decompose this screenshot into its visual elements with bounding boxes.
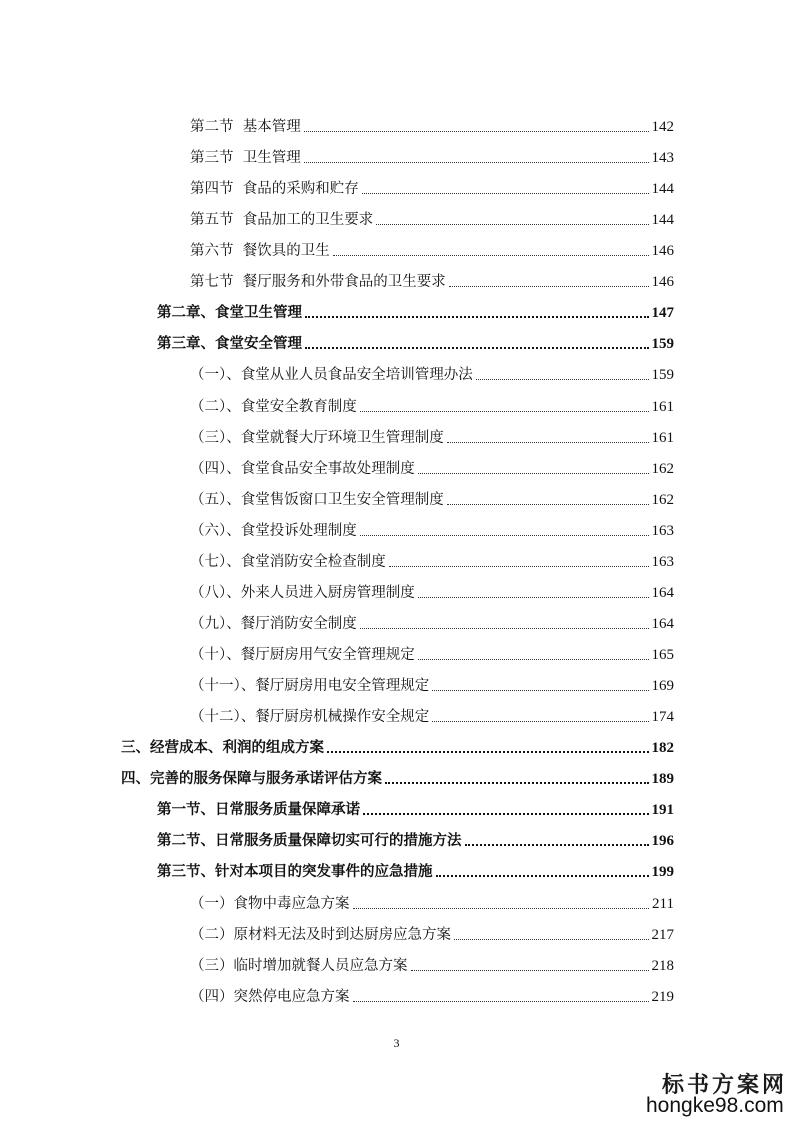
dot-leader xyxy=(362,193,649,194)
toc-entry-page: 143 xyxy=(651,150,674,167)
watermark-url: hongke98.com xyxy=(646,1094,784,1117)
toc-entry-page: 159 xyxy=(651,336,674,353)
toc-entry-label: 第一节、日常服务质量保障承诺 xyxy=(157,801,360,819)
toc-entry-page: 161 xyxy=(651,429,674,446)
toc-entry-label: 第二章、食堂卫生管理 xyxy=(157,304,302,322)
toc-entry-page: 174 xyxy=(651,709,674,726)
toc-entry[interactable] xyxy=(157,826,674,850)
dot-leader xyxy=(389,566,649,567)
dot-leader xyxy=(304,162,649,163)
toc-entry[interactable] xyxy=(190,920,674,944)
toc-entry-label: 四、完善的服务保障与服务承诺评估方案 xyxy=(121,770,382,788)
dot-leader xyxy=(418,597,649,598)
page-number: 3 xyxy=(393,1036,400,1050)
toc-entry[interactable] xyxy=(190,702,674,726)
toc-entry-page: 217 xyxy=(651,926,674,943)
toc-entry[interactable] xyxy=(190,485,674,509)
dot-leader xyxy=(418,659,649,660)
toc-entry[interactable] xyxy=(190,112,674,136)
toc-entry-label: （十一）、餐厅厨房用电安全管理规定 xyxy=(190,678,430,695)
toc-entry-page: 146 xyxy=(651,243,674,260)
toc-entry-page: 164 xyxy=(651,615,674,632)
toc-entry[interactable] xyxy=(190,951,674,975)
dot-leader xyxy=(360,628,649,629)
dot-leader xyxy=(411,970,649,971)
dot-leader xyxy=(418,473,649,474)
dot-leader xyxy=(465,844,649,846)
toc-entry-page: 144 xyxy=(651,212,674,229)
toc-entry-page: 146 xyxy=(651,274,674,291)
dot-leader xyxy=(305,347,649,349)
toc-entry-label: （二）、食堂安全教育制度 xyxy=(190,398,357,415)
toc-entry[interactable] xyxy=(157,857,674,881)
toc-entry[interactable] xyxy=(190,982,674,1006)
toc-entry[interactable] xyxy=(157,298,674,322)
toc-entry-page: 211 xyxy=(652,895,674,912)
toc-entry-page: 189 xyxy=(651,771,674,788)
toc-entry-label: （四）、食堂食品安全事故处理制度 xyxy=(190,460,415,477)
toc-entry[interactable] xyxy=(190,236,674,260)
dot-leader xyxy=(327,751,649,753)
toc-entry-page: 199 xyxy=(651,864,674,881)
toc-entry[interactable] xyxy=(190,640,674,664)
toc-entry-page: 163 xyxy=(651,522,674,539)
toc-entry-page: 191 xyxy=(651,802,674,819)
toc-entry-label: （三）临时增加就餐人员应急方案 xyxy=(190,957,408,974)
toc-entry-label: （八）、外来人员进入厨房管理制度 xyxy=(190,584,415,601)
toc-entry[interactable] xyxy=(190,174,674,198)
toc-entry[interactable] xyxy=(190,889,674,913)
dot-leader xyxy=(454,939,649,940)
toc-entry-page: 144 xyxy=(651,181,674,198)
toc-entry-page: 219 xyxy=(651,988,674,1005)
toc-entry-label: 三、经营成本、利润的组成方案 xyxy=(121,739,324,757)
toc-entry[interactable] xyxy=(157,329,674,353)
toc-entry[interactable] xyxy=(190,609,674,633)
dot-leader xyxy=(304,131,649,132)
toc-entry[interactable] xyxy=(190,143,674,167)
toc-entry-page: 164 xyxy=(651,584,674,601)
toc-entry-label: 第五节 食品加工的卫生要求 xyxy=(190,212,374,229)
dot-leader xyxy=(333,255,649,256)
dot-leader xyxy=(432,690,648,691)
toc-entry-label: 第六节 餐饮具的卫生 xyxy=(190,243,330,260)
toc-entry-label: （五）、食堂售饭窗口卫生安全管理制度 xyxy=(190,491,444,508)
toc-entry[interactable] xyxy=(190,671,674,695)
toc-entry-page: 161 xyxy=(651,398,674,415)
toc-entry-page: 147 xyxy=(651,305,674,322)
dot-leader xyxy=(353,1001,649,1002)
dot-leader xyxy=(449,286,649,287)
toc-entry-label: （一）食物中毒应急方案 xyxy=(190,895,350,912)
toc-entry-label: 第七节 餐厅服务和外带食品的卫生要求 xyxy=(190,274,446,291)
toc-entry-label: （二）原材料无法及时到达厨房应急方案 xyxy=(190,926,451,943)
toc-entry-label: （十）、餐厅厨房用气安全管理规定 xyxy=(190,647,415,664)
toc-entry[interactable] xyxy=(121,764,674,788)
toc-entry[interactable] xyxy=(190,205,674,229)
dot-leader xyxy=(432,721,648,722)
toc-entry-page: 218 xyxy=(651,957,674,974)
dot-leader xyxy=(385,782,649,784)
toc-entry-label: （四）突然停电应急方案 xyxy=(190,988,350,1005)
toc-entry[interactable] xyxy=(190,516,674,540)
toc-entry[interactable] xyxy=(190,360,674,384)
toc-entry-label: 第三章、食堂安全管理 xyxy=(157,335,302,353)
watermark-title: 标书方案网 xyxy=(662,1072,788,1098)
dot-leader xyxy=(305,316,649,318)
toc-entry-label: 第三节、针对本项目的突发事件的应急措施 xyxy=(157,863,433,881)
dot-leader xyxy=(363,813,649,815)
dot-leader xyxy=(476,379,649,380)
toc-entry-label: （三）、食堂就餐大厅环境卫生管理制度 xyxy=(190,429,444,446)
dot-leader xyxy=(360,411,649,412)
toc-entry-page: 162 xyxy=(651,491,674,508)
toc-entry[interactable] xyxy=(190,423,674,447)
toc-entry-page: 163 xyxy=(651,553,674,570)
toc-entry-label: 第四节 食品的采购和贮存 xyxy=(190,181,359,198)
toc-entry-label: （一）、食堂从业人员食品安全培训管理办法 xyxy=(190,367,473,384)
toc-entry[interactable] xyxy=(190,547,674,571)
toc-entry-page: 169 xyxy=(651,678,674,695)
toc-entry-page: 165 xyxy=(651,647,674,664)
toc-entry-label: 第三节 卫生管理 xyxy=(190,150,301,167)
toc-entry-page: 196 xyxy=(651,833,674,850)
toc-entry-label: 第二节、日常服务质量保障切实可行的措施方法 xyxy=(157,832,462,850)
toc-entry[interactable] xyxy=(190,267,674,291)
toc-entry-page: 159 xyxy=(651,367,674,384)
toc-entry-label: （七）、食堂消防安全检查制度 xyxy=(190,553,386,570)
dot-leader xyxy=(376,224,648,225)
toc-entry-page: 182 xyxy=(651,740,674,757)
toc-entry-page: 142 xyxy=(651,119,674,135)
toc-entry-label: （九）、餐厅消防安全制度 xyxy=(190,615,357,632)
toc-entry[interactable] xyxy=(190,392,674,416)
dot-leader xyxy=(436,875,649,877)
toc-entry[interactable] xyxy=(190,454,674,478)
dot-leader xyxy=(447,442,649,443)
toc-entry-label: 第二节 基本管理 xyxy=(190,119,301,135)
toc-entry[interactable] xyxy=(157,795,674,819)
dot-leader xyxy=(447,504,649,505)
dot-leader xyxy=(353,908,650,909)
toc-entry[interactable] xyxy=(190,578,674,602)
toc-entry[interactable] xyxy=(121,733,674,757)
dot-leader xyxy=(360,535,649,536)
toc-entry-label: （六）、食堂投诉处理制度 xyxy=(190,522,357,539)
toc-entry-label: （十二）、餐厅厨房机械操作安全规定 xyxy=(190,709,430,726)
toc-entry-page: 162 xyxy=(651,460,674,477)
